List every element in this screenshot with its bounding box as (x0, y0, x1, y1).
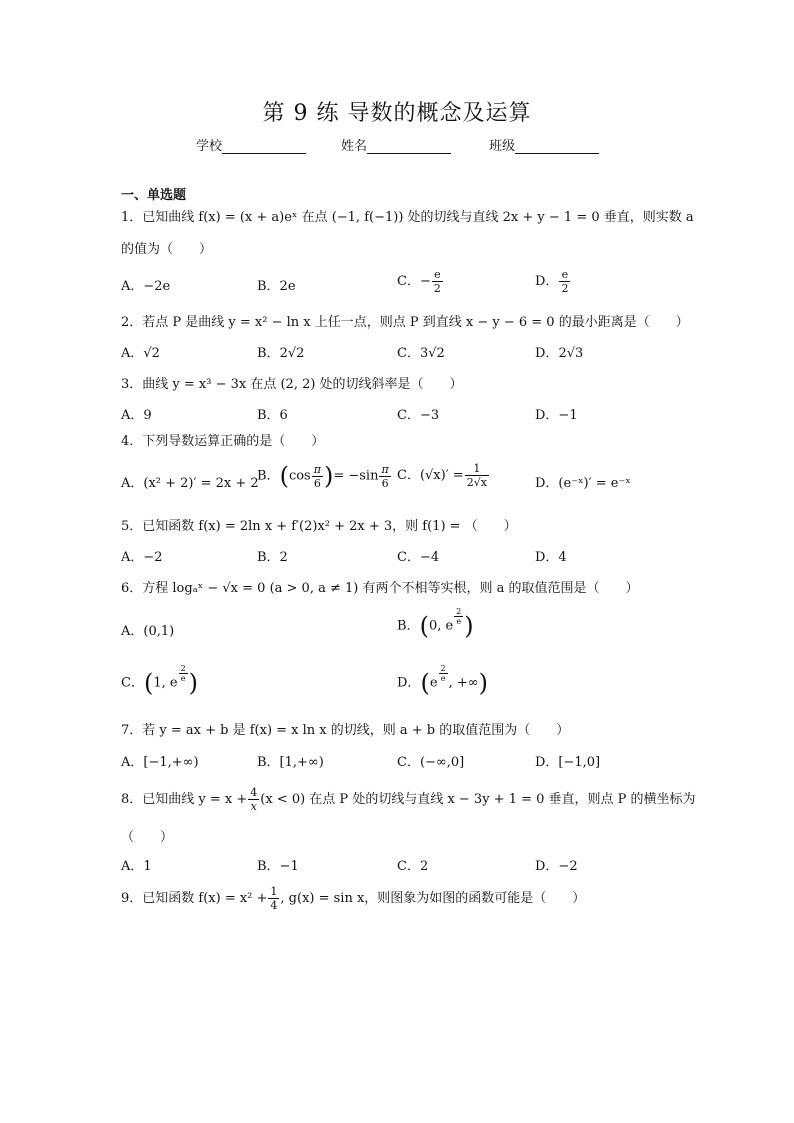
q4-option-c[interactable]: C．(√x)′ = $\frac{1}{2√x}$ (397, 462, 487, 489)
q1-option-d-frac: $\frac{e}{2}$ (561, 268, 569, 295)
q6-option-d[interactable]: D．(e $\frac{2}{e}$ , +∞) (397, 664, 488, 697)
q4-option-b[interactable]: B．(cos $\frac{\pi}{6}$ )= −sin $\frac{\pi}{6}$ (257, 462, 389, 490)
question-1-stem: 1．已知曲线 f(x) = (x + a)eˣ 在点 (−1, f(−1)) 处的切线与直线 2x + y − 1 = 0 垂直，则实数 a (121, 210, 694, 225)
q4-b-frac: $\frac{\pi}{6}$ (313, 462, 321, 490)
class-label: 班级 (489, 139, 516, 154)
q1-option-b[interactable]: B．2e (257, 279, 296, 294)
q6-option-a[interactable]: A．(0,1) (121, 624, 175, 639)
q6-c-exp: $\frac{2}{e}$ (180, 664, 186, 683)
question-2-stem: 2．若点 P 是曲线 y = x² − ln x 上任一点，则点 P 到直线 x − y − 6 = 0 的最小距离是（ ） (121, 315, 689, 330)
q7-option-d[interactable]: D．[−1,0] (535, 755, 601, 770)
q8-option-a[interactable]: A．1 (121, 859, 152, 874)
q3-option-d[interactable]: D．−1 (535, 408, 578, 423)
q8-option-b[interactable]: B．−1 (257, 859, 299, 874)
q1-option-a[interactable]: A．−2e (121, 279, 171, 294)
q6-option-c[interactable]: C．(1, e $\frac{2}{e}$ ) (121, 664, 199, 697)
class-field[interactable] (489, 135, 599, 154)
school-blank[interactable] (222, 139, 306, 154)
q5-option-c[interactable]: C．−4 (397, 550, 440, 565)
q7-option-b[interactable]: B．[1,+∞) (257, 755, 324, 770)
question-1-stem-cont: 的值为（ ） (121, 242, 213, 257)
question-8-stem: 8．已知曲线 y = x + $\frac{4}{x}$ (x < 0) 在点 P 处的切线与直线 x − 3y + 1 = 0 垂直，则点 P 的横坐标为 (121, 786, 696, 813)
q8-option-c[interactable]: C．2 (397, 859, 429, 874)
question-4-stem: 4．下列导数运算正确的是（ ） (121, 434, 325, 449)
q1-option-c[interactable] (397, 268, 444, 295)
q7-option-a[interactable]: A．[−1,+∞) (121, 755, 199, 770)
q2-option-c[interactable]: C．3√2 (397, 346, 445, 361)
q4-option-a[interactable]: A．(x² + 2)′ = 2x + 2 (121, 476, 259, 491)
name-label: 姓名 (341, 139, 368, 154)
question-7-stem: 7．若 y = ax + b 是 f(x) = x ln x 的切线，则 a + b 的取值范围为（ ） (121, 723, 570, 738)
q5-option-a[interactable]: A．−2 (121, 550, 163, 565)
q6-d-exp: $\frac{2}{e}$ (440, 664, 446, 683)
name-field[interactable] (341, 135, 451, 154)
q1-option-d-label: D． (535, 274, 559, 289)
q2-option-d[interactable]: D．2√3 (535, 346, 584, 361)
q9-frac: $\frac{1}{4}$ (270, 885, 278, 912)
q6-b-exp: $\frac{2}{e}$ (456, 607, 462, 626)
school-label: 学校 (196, 139, 223, 154)
q5-option-d[interactable]: D．4 (535, 550, 567, 565)
q2-option-a[interactable]: A．√2 (121, 346, 160, 361)
q3-option-b[interactable]: B．6 (257, 408, 288, 423)
question-9-stem: 9．已知函数 f(x) = x² + $\frac{1}{4}$ , g(x) = sin x，则图象为如图的函数可能是（ ） (121, 885, 586, 912)
q1-option-c-label: C．− (397, 274, 431, 289)
question-5-stem: 5．已知函数 f(x) = 2ln x + f′(2)x² + 2x + 3，则 f(1) = （ ） (121, 519, 517, 534)
q3-option-c[interactable]: C．−3 (397, 408, 440, 423)
q5-option-b[interactable]: B．2 (257, 550, 288, 565)
q4-b-frac-2: $\frac{\pi}{6}$ (381, 462, 389, 490)
q2-option-b[interactable]: B．2√2 (257, 346, 305, 361)
class-blank[interactable] (515, 139, 599, 154)
question-3-stem: 3．曲线 y = x³ − 3x 在点 (2, 2) 处的切线斜率是（ ） (121, 377, 463, 392)
q8-frac: $\frac{4}{x}$ (250, 786, 258, 813)
question-6-stem: 6．方程 logₐˣ − √x = 0 (a > 0, a ≠ 1) 有两个不相等实根，则 a 的取值范围是（ ） (121, 581, 639, 596)
q4-option-d[interactable]: D．(e⁻ˣ)′ = e⁻ˣ (535, 476, 631, 491)
q7-option-c[interactable]: C．(−∞,0] (397, 755, 465, 770)
question-8-stem-cont: （ ） (121, 830, 174, 845)
q6-option-b[interactable]: B．(0, e $\frac{2}{e}$ ) (397, 607, 474, 640)
name-blank[interactable] (367, 139, 451, 154)
q4-c-frac: $\frac{1}{2√x}$ (466, 462, 487, 489)
q1-option-c-frac: $\frac{e}{2}$ (433, 268, 441, 295)
school-field[interactable] (196, 135, 306, 154)
q3-option-a[interactable]: A．9 (121, 408, 152, 423)
page-title: 第 9 练 导数的概念及运算 (262, 101, 532, 126)
q1-option-d[interactable] (535, 268, 571, 295)
section-heading: 一、单选题 (121, 188, 187, 203)
q8-option-d[interactable]: D．−2 (535, 859, 578, 874)
